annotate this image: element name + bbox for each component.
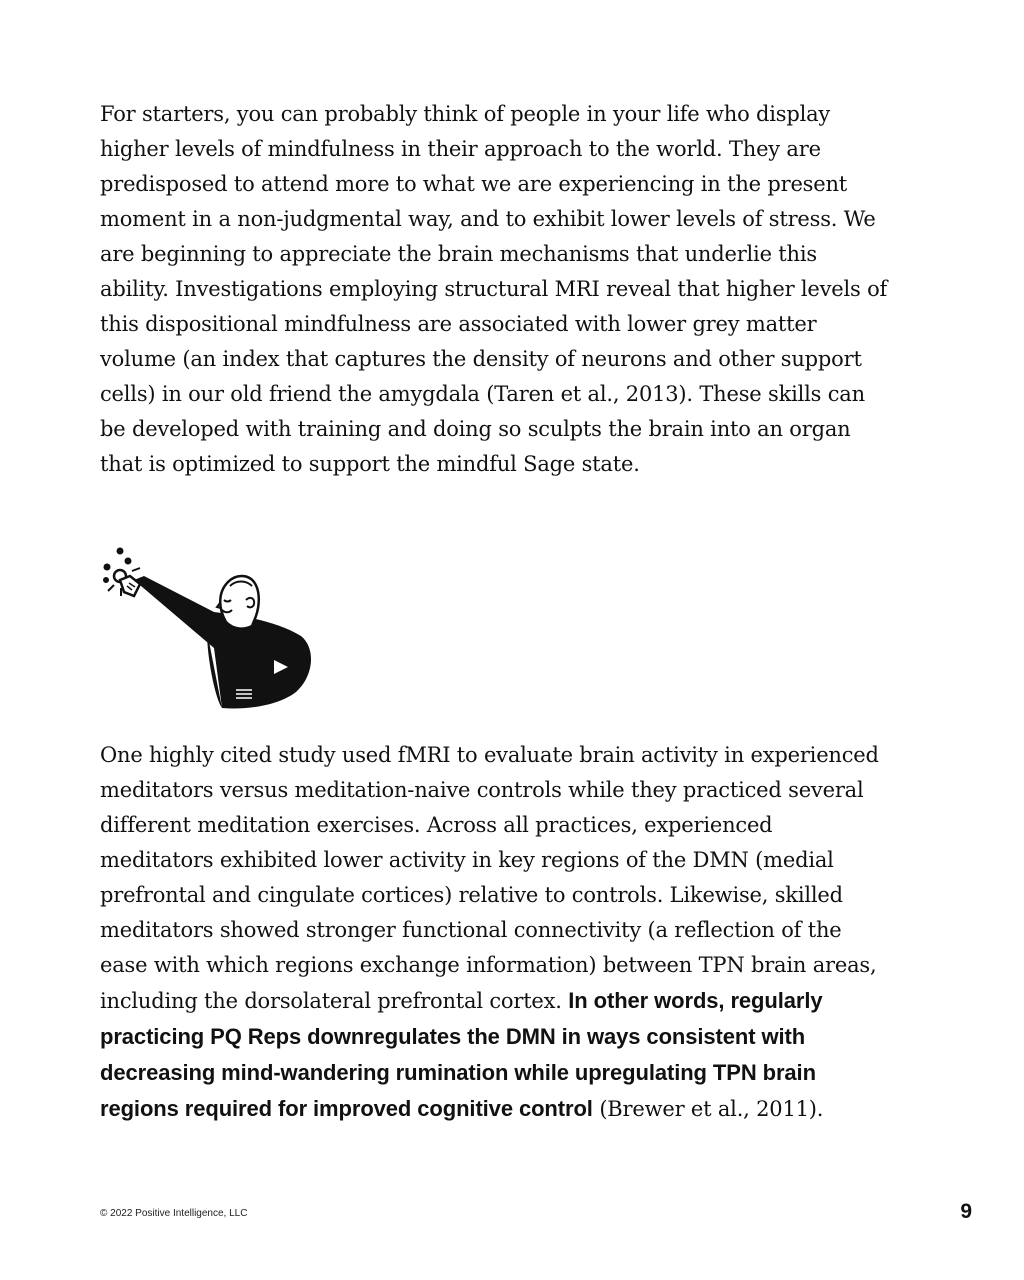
person-pointing-illustration-icon — [96, 540, 326, 720]
body-paragraph-2 — [100, 738, 890, 1127]
person-pointing-illustration-icon — [96, 540, 326, 720]
body-paragraph-2-regular: One highly cited study used fMRI to evaluate brain activity in experienced meditators versus meditation-naive controls while they practiced several different meditation exercises. Across all practices, experienced meditators exhibited lower activity in key regions of the DMN (medial prefrontal and cingulate cortices) relative to controls. Likewise, skilled meditators showed stronger functional connectivity (a reflection of the ease with which regions exchange information) between TPN brain areas, including the dorsolateral prefrontal cortex. — [100, 743, 879, 1013]
footer-copyright: © 2022 Positive Intelligence, LLC — [100, 1208, 248, 1219]
body-paragraph-2-emphasis: In other words, regularly practicing PQ Reps downregulates the DMN in ways consistent with decreasing mind-wandering rumination while upregulating TPN brain regions required for improved cognitive control — [100, 988, 823, 1121]
page-number: 9 — [960, 1200, 972, 1223]
body-paragraph-1: For starters, you can probably think of people in your life who display higher levels of mindfulness in their approach to the world. They are predisposed to attend more to what we are experiencing in the present moment in a non-judgmental way, and to exhibit lower levels of stress. We are beginning to appreciate the brain mechanisms that underlie this ability. Investigations employing structural MRI reveal that higher levels of this dispositional mindfulness are associated with lower grey matter volume (an index that captures the density of neurons and other support cells) in our old friend the amygdala (Taren et al., 2013). These skills can be developed with training and doing so sculpts the brain into an organ that is optimized to support the mindful Sage state. — [100, 102, 888, 476]
body-paragraph-2-citation: (Brewer et al., 2011). — [599, 1097, 824, 1121]
